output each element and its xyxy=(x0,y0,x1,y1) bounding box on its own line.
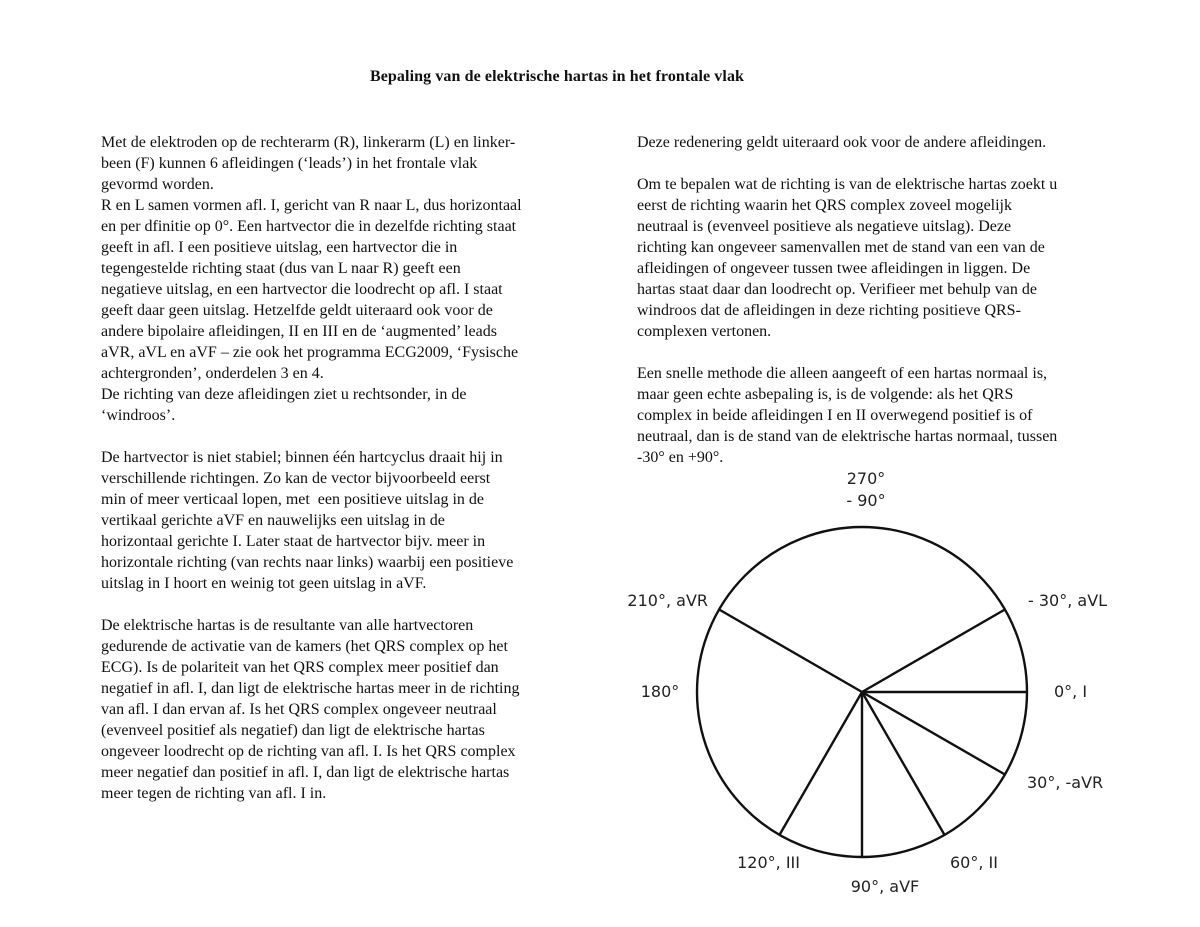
paragraph-quick-method xyxy=(637,363,1127,468)
text-line: meer tegen de richting van afl. I in. xyxy=(101,785,327,802)
text-line: -30° en +90°. xyxy=(637,449,724,466)
text-line: afleidingen of ongeveer tussen twee afleidingen in liggen. De xyxy=(637,260,1031,277)
text-line: geeft in afl. I een positieve uitslag, een hartvector die in xyxy=(101,239,458,256)
text-line: horizontale richting (van rechts naar links) waarbij een positieve xyxy=(101,554,514,571)
text-line: meer negatief dan positief in afl. I, dan ligt de elektrische hartas xyxy=(101,764,510,781)
windrose-labels xyxy=(627,469,1107,896)
paragraph-gap xyxy=(637,342,1127,363)
windrose-lead-label: - 30°, aVL xyxy=(1028,591,1108,610)
paragraph-gap xyxy=(637,153,1127,174)
paragraph-electrodes xyxy=(101,132,586,426)
text-line: en per dfinitie op 0°. Een hartvector die in dezelfde richting staat xyxy=(101,218,517,235)
text-line: ECG). Is de polariteit van het QRS complex meer positief dan xyxy=(101,659,499,676)
windrose-lead-label: 210°, aVR xyxy=(627,591,708,610)
windrose-lead-label: 0°, I xyxy=(1054,682,1088,701)
text-line: ongeveer loodrecht op de richting van afl. I. Is het QRS complex xyxy=(101,743,516,760)
text-line: achtergronden’, onderdelen 3 en 4. xyxy=(101,365,324,382)
text-line: Een snelle methode die alleen aangeeft of een hartas normaal is, xyxy=(637,365,1048,382)
text-line: eerst de richting waarin het QRS complex zoveel mogelijk xyxy=(637,197,1012,214)
windrose-spoke xyxy=(862,610,1005,693)
text-line: uitslag in I hoort en weinig tot geen uitslag in aVF. xyxy=(101,575,427,592)
windrose-spoke xyxy=(719,610,862,693)
windrose-lead-label: 90°, aVF xyxy=(850,877,920,896)
paragraph-other-leads xyxy=(637,132,1127,153)
right-column xyxy=(637,132,1127,468)
page-title: Bepaling van de elektrische hartas in het frontale vlak xyxy=(369,68,745,85)
windrose-lead-label: 60°, II xyxy=(950,853,998,872)
text-line: hartas staat daar dan loodrecht op. Verifieer met behulp van de xyxy=(637,281,1037,298)
text-line: De hartvector is niet stabiel; binnen één hartcyclus draait hij in xyxy=(101,449,503,466)
text-line: geeft daar geen uitslag. Hetzelfde geldt uiteraard ook voor de xyxy=(101,302,493,319)
paragraph-heart-vector xyxy=(101,447,586,594)
text-line: De richting van deze afleidingen ziet u rechtsonder, in de xyxy=(101,386,467,403)
left-column xyxy=(101,132,586,804)
windrose-lead-label: 30°, -aVR xyxy=(1027,773,1104,792)
text-line: richting kan ongeveer samenvallen met de stand van een van de xyxy=(637,239,1045,256)
paragraph-gap xyxy=(101,594,586,615)
text-line: windroos dat de afleidingen in deze richting positieve QRS- xyxy=(637,302,1021,319)
windrose-spokes xyxy=(719,610,1027,858)
text-line: (evenveel positief als negatief) dan ligt de elektrische hartas xyxy=(101,722,485,739)
text-line: Deze redenering geldt uiteraard ook voor de andere afleidingen. xyxy=(637,134,1047,151)
text-line: complex in beide afleidingen I en II overwegend positief is of xyxy=(637,407,1033,424)
label-270: 270° xyxy=(846,469,886,488)
text-line: negatief in afl. I, dan ligt de elektrische hartas meer in de richting xyxy=(101,680,520,697)
text-line: gedurende de activatie van de kamers (het QRS complex op het xyxy=(101,638,508,655)
text-line: neutraal, dan is de stand van de elektrische hartas normaal, tussen xyxy=(637,428,1058,445)
text-line: maar geen echte asbepaling is, is de volgende: als het QRS xyxy=(637,386,1014,403)
text-line: Met de elektroden op de rechterarm (R), linkerarm (L) en linker- xyxy=(101,134,516,151)
text-line: neutraal is (evenveel positieve als negatieve uitslag). Deze xyxy=(637,218,1012,235)
text-line: De elektrische hartas is de resultante van alle hartvectoren xyxy=(101,617,474,634)
text-line: verschillende richtingen. Zo kan de vector bijvoorbeeld eerst xyxy=(101,470,491,487)
text-line: min of meer verticaal lopen, met een positieve uitslag in de xyxy=(101,491,484,508)
windrose-diagram xyxy=(600,460,1160,920)
text-line: negatieve uitslag, en een hartvector die loodrecht op afl. I staat xyxy=(101,281,503,298)
windrose-spoke xyxy=(780,692,863,835)
text-line: vertikaal gerichte aVF en nauwelijks een uitslag in de xyxy=(101,512,445,529)
text-line: aVR, aVL en aVF – zie ook het programma ECG2009, ‘Fysische xyxy=(101,344,519,361)
text-line: horizontaal gerichte I. Later staat de hartvector bijv. meer in xyxy=(101,533,486,550)
paragraph-gap xyxy=(101,426,586,447)
label-minus-90: - 90° xyxy=(846,491,886,510)
windrose-spoke xyxy=(862,692,1005,775)
text-line: tegengestelde richting staat (dus van L naar R) geeft een xyxy=(101,260,461,277)
text-line: been (F) kunnen 6 afleidingen (‘leads’) in het frontale vlak xyxy=(101,155,478,172)
label-180: 180° xyxy=(640,682,680,701)
text-line: Om te bepalen wat de richting is van de elektrische hartas zoekt u xyxy=(637,176,1058,193)
text-line: gevormd worden. xyxy=(101,176,214,193)
text-line: complexen vertonen. xyxy=(637,323,772,340)
windrose-lead-label: 120°, III xyxy=(737,853,800,872)
text-line: R en L samen vormen afl. I, gericht van R naar L, dus horizontaal xyxy=(101,197,522,214)
windrose-spoke xyxy=(862,692,945,835)
text-line: van afl. I dan ervan af. Is het QRS complex ongeveer neutraal xyxy=(101,701,497,718)
text-line: ‘windroos’. xyxy=(101,407,176,424)
paragraph-electrical-axis xyxy=(101,615,586,804)
text-line: andere bipolaire afleidingen, II en III en de ‘augmented’ leads xyxy=(101,323,497,340)
paragraph-method xyxy=(637,174,1127,342)
